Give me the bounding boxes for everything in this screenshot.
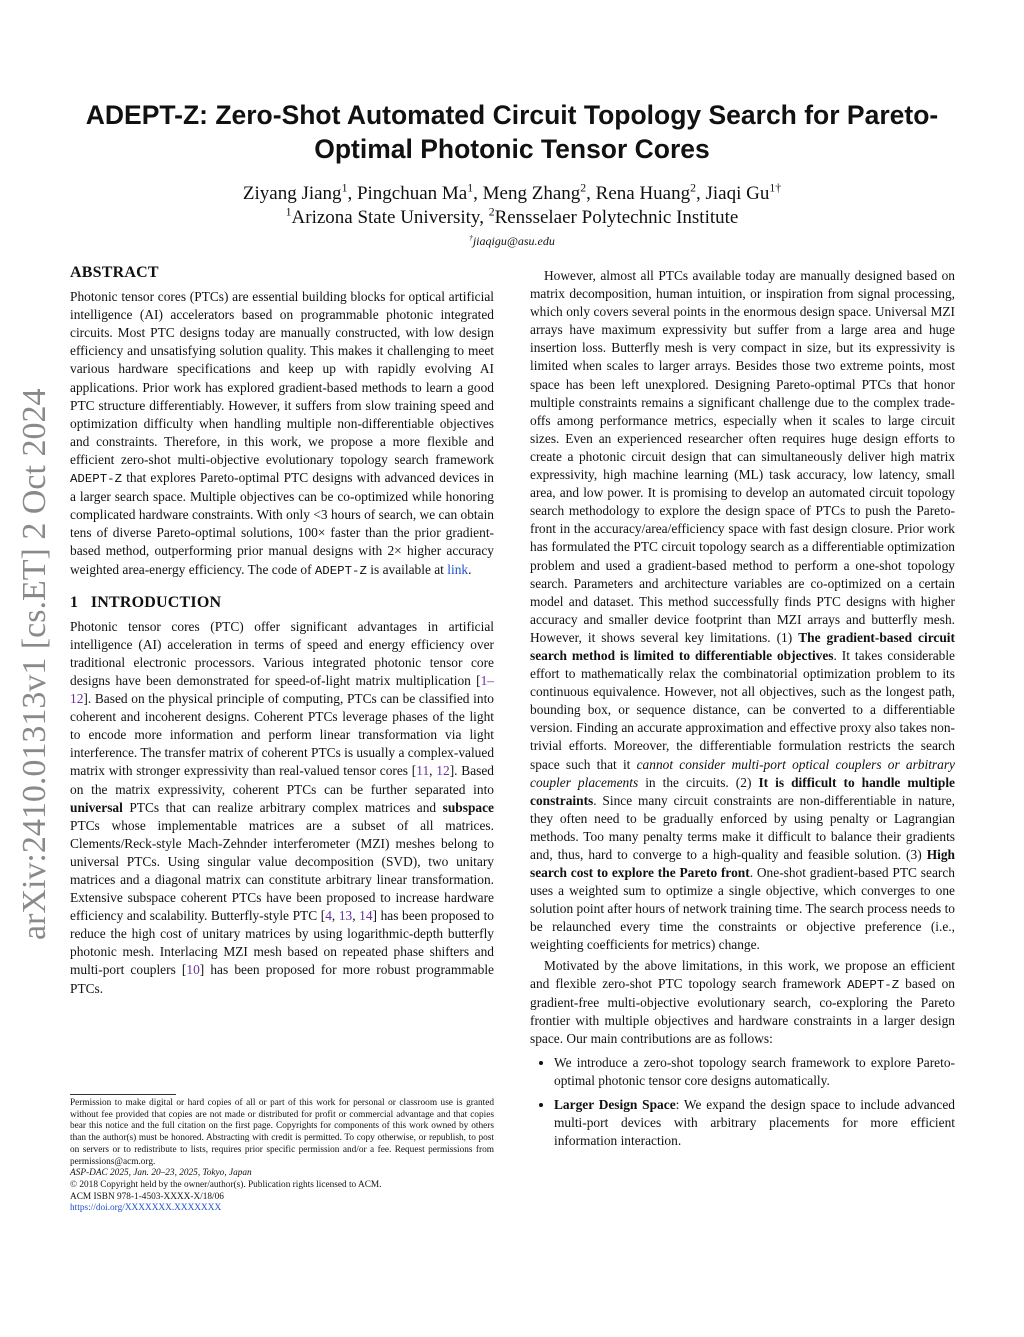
- author-affil-mark: 2: [690, 181, 696, 195]
- email-link[interactable]: jiaqigu@asu.edu: [472, 234, 555, 248]
- author-list: Ziyang Jiang$^1$, Pingchuan Ma$^1$, Meng Zhang$^2$, Rena Huang$^2$, Jiaqi $Gu^{1\dagger}$: [242, 181, 782, 204]
- permission-footnote: Permission to make digital or hard copies of all or part of this work for personal or classroom use is granted without fee provided that copies are not made or distributed for profit or commercial advantage and that copies bear this notice and the full citation on the first page. Copyrights for components of this work owned by others than the author(s) must be honored. Abstracting with credit is permitted. To copy otherwise, or republish, to post on servers or to redistribute to lists, requires prior specific permission and/or a fee. Request permissions from permissions@acm.org. ASP-DAC 2025, Jan. 20–23, 2025, Tokyo, Japan © 2018 Copyright held by the owner/author(s). Publication rights licensed to ACM. ACM ISBN 978-1-4503-XXXX-X/18/06 https://doi.org/XXXXXXX.XXXXXXX: [70, 1098, 494, 1214]
- left-column: [70, 264, 494, 998]
- author-affil-mark: 1: [467, 181, 474, 195]
- list-item: • Larger Design Space: We expand the design space to include advanced multi-port devices with arbitrary placements for more efficient information interaction.: [554, 1096, 955, 1150]
- author-name: Pingchuan Ma: [356, 183, 468, 204]
- citation-link[interactable]: 12: [436, 763, 450, 779]
- code-link[interactable]: link: [447, 561, 469, 577]
- right-column: [530, 267, 955, 1157]
- affiliation-list: $^1$Arizona State University, $^2$Rensselaer Polytechnic Institute: [285, 205, 739, 228]
- paragraph: However, almost all PTCs available today are manually designed based on matrix decomposition, human intuition, or inspiration from signal processing, which only covers several points in the enormous design space. Universal MZI arrays have maximum expressivity but suffer from a large area and huge insertion loss. Butterfly mesh is very compact in size, but its expressivity is limited when scales to larger arrays. Besides those two extreme points, most space has been left unexplored. Designing Pareto-optimal PTCs that honor multiple constraints remains a significant challenge due to the complex trade-offs among performance metrics, especially when it scales to large circuit sizes. Even an experienced researcher often requires huge design efforts to create a photonic circuit design that can simultaneously deliver high matrix expressivity, high machine learning (ML) task accuracy, low latency, small area, and low power. It is promising to develop an automated circuit topology search methodology to explore the design space of PTCs to push the Pareto-front in the accuracy/area/efficiency space with fast design closure. Prior work has formulated the PTC circuit topology search as a differentiable optimization problem and used a gradient-based method to perform a one-shot topology search. Parameters and architecture variables are co-optimized on a certain model and dataset. This method successfully finds PTC designs with higher accuracy and smaller device footprint than MZI arrays and butterfly mesh. However, it shows several key limitations. (1) The gradient-based circuit search method is limited to differentiable objectives. It takes considerable effort to mathematically relax the combinatorial optimization problem to its continuous equivalence. However, not all objectives, such as the longest path, bounding box, or sequence distance, can be converted to a differentiable version. Finding an accurate approximation and effective proxy also takes non-trivial efforts. Moreover, the differentiable formulation restricts the search space such that it cannot consider multi-port optical couplers or arbitrary coupler placements in the circuits. (2) It is difficult to handle multiple constraints. Since many circuit constraints are non-differentiable in nature, they often need to be gradually enforced by using penalty or Lagrangian methods. Too many penalty terms make it difficult to balance their gradients and, thus, hard to converge to a high-quality and feasible solution. (3) High search cost to explore the Pareto front. One-shot gradient-based PTC search uses a weighted sum to optimize a single objective, which converges to one solution point after hours of network training time. The search process needs to be relaunched every time the constraints or objective preference (i.e., weighting coefficients for metrics) change.: [530, 268, 955, 953]
- intro-text: Photonic tensor cores (PTC) offer significant advantages in artificial intelligence (AI) acceleration in terms of speed and energy efficiency over traditional electronic processors. Various integrated photonic tensor core designs have been demonstrated for speed-of-light matrix multiplication [1–12]. Based on the physical principle of computing, PTCs can be classified into coherent and incoherent designs. Coherent PTCs leverage phases of the light to encode more information and perform linear transformation via light interference. The transfer matrix of coherent PTCs is usually a complex-valued matrix with stronger expressivity than real-valued tensor cores [11, 12]. Based on the matrix expressivity, coherent PTCs can be further separated into universal PTCs that can realize arbitrary complex matrices and subspace PTCs whose implementable matrices are a subset of all matrices. Clements/Reck-style Mach-Zehnder interferometer (MZI) meshes belong to universal PTCs. Using singular value decomposition (SVD), two unitary matrices and a diagonal matrix can constitute arbitrary linear transformation. Extensive subspace coherent PTCs have been proposed to increase hardware efficiency and scalability. Butterfly-style PTC [4, 13, 14] has been proposed to reduce the high cost of unitary matrices by using logarithmic-depth butterfly photonic mesh. Interlacing MZI mesh based on repeated phase shifters and multi-port couplers [10] has been proposed for more robust programmable PTCs.: [70, 618, 495, 996]
- contribution-list: [530, 1054, 955, 1150]
- citation-link[interactable]: 11: [416, 763, 430, 779]
- citation-link[interactable]: 14: [359, 908, 373, 924]
- venue-line: ASP-DAC 2025, Jan. 20–23, 2025, Tokyo, Japan: [70, 1168, 252, 1179]
- author-name: Meng Zhang: [482, 183, 581, 204]
- paper-title: ADEPT-Z: Zero-Shot Automated Circuit Topology Search for Pareto-Optimal Photonic Tensor Cores: [85, 100, 939, 164]
- affiliation-name: Rensselaer Polytechnic Institute: [494, 207, 739, 228]
- abstract-heading: ABSTRACT: [70, 264, 159, 281]
- author-affil-mark: 1†: [769, 181, 782, 195]
- author-name: Ziyang Jiang: [242, 183, 342, 204]
- list-item: • We introduce a zero-shot topology search framework to explore Pareto-optimal photonic tensor core designs automatically.: [554, 1054, 955, 1090]
- copyright-line: © 2018 Copyright held by the owner/author(s). Publication rights licensed to ACM.: [70, 1179, 382, 1190]
- author-name: Rena Huang: [595, 183, 691, 204]
- affiliation-name: Arizona State University: [291, 207, 480, 228]
- citation-link[interactable]: 10: [186, 962, 200, 978]
- isbn-line: ACM ISBN 978-1-4503-XXXX-X/18/06: [70, 1191, 224, 1202]
- citation-link[interactable]: 13: [338, 908, 353, 924]
- contact-email: †jiaqigu@asu.edu: [469, 233, 555, 248]
- author-affil-mark: 1: [341, 181, 348, 195]
- citation-link[interactable]: 4: [325, 908, 332, 924]
- author-block: [60, 182, 964, 230]
- citation-link[interactable]: 1–12: [70, 672, 494, 707]
- author-name: Jiaqi Gu: [705, 183, 770, 204]
- paragraph: Motivated by the above limitations, in this work, we propose an efficient and flexible zero-shot PTC topology search framework ADEPT-Z based on gradient-free multi-objective evolutionary search, co-exploring the Pareto frontier with multiple objectives and hardware constraints in a larger design space. Our main contributions are as follows:: [530, 957, 955, 1046]
- abstract-text: Photonic tensor cores (PTCs) are essential building blocks for optical artificial intelligence (AI) accelerators based on programmable photonic integrated circuits. Most PTC designs today are manually constructed, with low design efficiency and unsatisfying solution quality. This makes it challenging to meet various hardware specifications and keep up with rapidly evolving AI applications. Prior work has explored gradient-based methods to learn a good PTC structure differentiably. However, it suffers from slow training speed and optimization difficulty when handling multiple non-differentiable objectives and constraints. Therefore, in this work, we propose a more flexible and efficient zero-shot multi-objective evolutionary topology search framework ADEPT-Z that explores Pareto-optimal PTC designs with advanced devices in a larger search space. Multiple objectives can be co-optimized while honoring complicated hardware constraints. With only <3 hours of search, we can obtain tens of diverse Pareto-optimal solutions, 100× faster than the prior gradient-based method, outperforming prior manual designs with 2× higher accuracy weighted area-energy efficiency. The code of ADEPT-Z is available at link.: [70, 289, 494, 578]
- intro-heading: 1 INTRODUCTION: [70, 593, 222, 611]
- author-affil-mark: 2: [580, 181, 587, 195]
- doi-link[interactable]: https://doi.org/XXXXXXX.XXXXXXX: [70, 1203, 222, 1214]
- footnote-divider: [70, 1094, 176, 1095]
